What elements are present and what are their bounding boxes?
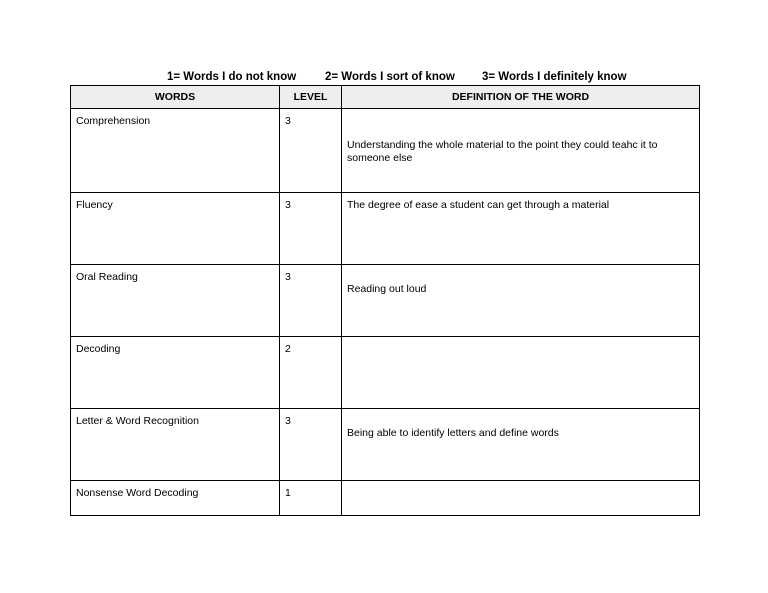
table-row bbox=[71, 409, 700, 481]
level-text: 3 bbox=[285, 199, 291, 211]
level-text: 2 bbox=[285, 343, 291, 355]
definition-cell bbox=[342, 337, 700, 409]
word-text: Letter & Word Recognition bbox=[76, 415, 199, 427]
legend-level-1: 1= Words I do not know bbox=[167, 71, 297, 83]
word-cell bbox=[71, 481, 280, 516]
definition-cell bbox=[342, 193, 700, 265]
level-cell bbox=[280, 409, 342, 481]
definition-text: Reading out loud bbox=[347, 283, 427, 295]
word-cell bbox=[71, 193, 280, 265]
table-row bbox=[71, 481, 700, 516]
table-row bbox=[71, 193, 700, 265]
table-header-row bbox=[71, 86, 700, 109]
legend-level-2: 2= Words I sort of know bbox=[325, 71, 455, 83]
word-text: Nonsense Word Decoding bbox=[76, 487, 199, 499]
definition-text bbox=[342, 337, 699, 343]
word-cell bbox=[71, 409, 280, 481]
vocabulary-table bbox=[70, 85, 700, 516]
definition-cell bbox=[342, 409, 700, 481]
legend-level-3: 3= Words I definitely know bbox=[482, 71, 627, 83]
table-row bbox=[71, 109, 700, 193]
word-text: Decoding bbox=[76, 343, 121, 355]
level-cell bbox=[280, 481, 342, 516]
definition-text: Being able to identify letters and define words bbox=[347, 427, 559, 439]
level-cell bbox=[280, 265, 342, 337]
definition-cell bbox=[342, 109, 700, 193]
word-text: Fluency bbox=[76, 199, 113, 211]
word-cell bbox=[71, 109, 280, 193]
definition-cell bbox=[342, 265, 700, 337]
word-cell bbox=[71, 337, 280, 409]
level-legend bbox=[0, 69, 768, 85]
level-cell bbox=[280, 193, 342, 265]
table-row bbox=[71, 337, 700, 409]
header-definition: DEFINITION OF THE WORD bbox=[342, 86, 700, 109]
definition-text bbox=[342, 481, 699, 487]
table-row bbox=[71, 265, 700, 337]
level-text: 3 bbox=[285, 115, 291, 127]
word-cell bbox=[71, 265, 280, 337]
definition-text: The degree of ease a student can get through a material bbox=[347, 199, 610, 211]
definition-text: Understanding the whole material to the point they could teahc it to someone else bbox=[347, 139, 658, 164]
level-text: 1 bbox=[285, 487, 291, 499]
definition-cell bbox=[342, 481, 700, 516]
header-level: LEVEL bbox=[280, 86, 342, 109]
header-words: WORDS bbox=[71, 86, 280, 109]
level-cell bbox=[280, 337, 342, 409]
word-text: Comprehension bbox=[76, 115, 151, 127]
level-text: 3 bbox=[285, 271, 291, 283]
word-text: Oral Reading bbox=[76, 271, 138, 283]
level-cell bbox=[280, 109, 342, 193]
level-text: 3 bbox=[285, 415, 291, 427]
